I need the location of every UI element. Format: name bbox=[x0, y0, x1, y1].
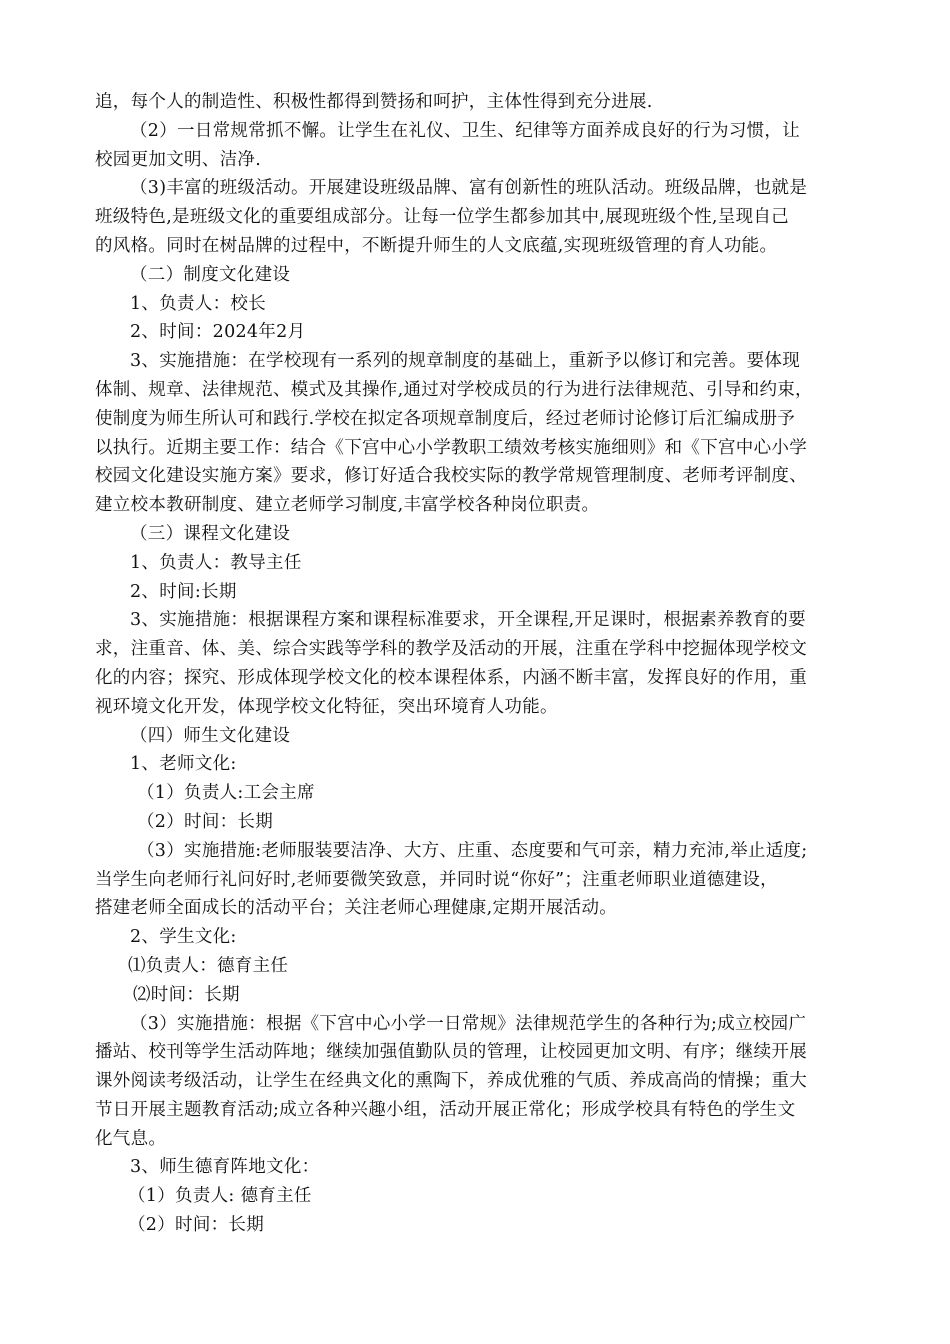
paragraph-line: 化气息。 bbox=[95, 1128, 167, 1149]
paragraph-line: 2、学生文化: bbox=[130, 927, 237, 948]
paragraph-line: 建立校本教研制度、建立老师学习制度,丰富学校各种岗位职责。 bbox=[95, 495, 600, 516]
section-heading: （二）制度文化建设 bbox=[130, 264, 291, 285]
paragraph-line: 2、时间：2024年2月 bbox=[130, 322, 306, 343]
paragraph-line: （3）实施措施:老师服装要洁净、大方、庄重、态度要和气可亲，精力充沛,举止适度; bbox=[137, 840, 808, 861]
paragraph-line: 求，注重音、体、美、综合实践等学科的教学及活动的开展，注重在学科中挖掘体现学校文 bbox=[95, 639, 807, 660]
paragraph-line: （3）实施措施：根据《下宫中心小学一日常规》法律规范学生的各种行为;成立校园广 bbox=[130, 1013, 807, 1034]
paragraph-line: 以执行。近期主要工作：结合《下宫中心小学教职工绩效考核实施细则》和《下宫中心小学 bbox=[95, 437, 807, 458]
paragraph-line: 3、实施措施：在学校现有一系列的规章制度的基础上，重新予以修订和完善。要体现 bbox=[130, 351, 801, 372]
paragraph-line: 搭建老师全面成长的活动平台；关注老师心理健康,定期开展活动。 bbox=[95, 898, 618, 919]
paragraph-line: （3)丰富的班级活动。开展建设班级品牌、富有创新性的班队活动。班级品牌，也就是 bbox=[130, 178, 808, 199]
paragraph-line: 2、时间:长期 bbox=[130, 581, 237, 602]
paragraph-line: ⑴负责人：德育主任 bbox=[128, 955, 289, 976]
paragraph-line: 校园文化建设实施方案》要求，修订好适合我校实际的教学常规管理制度、老师考评制度、 bbox=[95, 466, 807, 487]
paragraph-line: 1、老师文化: bbox=[130, 754, 237, 775]
paragraph-line: 播站、校刊等学生活动阵地；继续加强值勤队员的管理，让校园更加文明、有序；继续开展 bbox=[95, 1042, 807, 1063]
paragraph-line: 3、师生德育阵地文化： bbox=[130, 1157, 320, 1178]
paragraph-line: 3、实施措施：根据课程方案和课程标准要求，开全课程,开足课时，根据素养教育的要 bbox=[130, 610, 806, 631]
paragraph-line: 使制度为师生所认可和践行.学校在拟定各项规章制度后，经过老师讨论修订后汇编成册予 bbox=[95, 408, 796, 429]
paragraph-line: 体制、规章、法律规范、模式及其操作,通过对学校成员的行为进行法律规范、引导和约束， bbox=[95, 379, 813, 400]
paragraph-line: 1、负责人：教导主任 bbox=[130, 552, 302, 573]
paragraph-line: （2）时间：长期 bbox=[137, 811, 274, 832]
section-heading: （四）师生文化建设 bbox=[130, 725, 291, 746]
paragraph-line: （1）负责人:工会主席 bbox=[137, 783, 315, 804]
paragraph-line: 1、负责人：校长 bbox=[130, 293, 267, 314]
paragraph-line: 的风格。同时在树品牌的过程中，不断提升师生的人文底蕴,实现班级管理的育人功能。 bbox=[95, 235, 778, 256]
paragraph-line: （2）时间：长期 bbox=[128, 1215, 265, 1236]
paragraph-line: （2）一日常规常抓不懈。让学生在礼仪、卫生、纪律等方面养成良好的行为习惯，让 bbox=[130, 120, 801, 141]
paragraph-line: 班级特色,是班级文化的重要组成部分。让每一位学生都参加其中,展现班级个性,呈现自己 bbox=[95, 207, 789, 228]
paragraph-line: 追，每个人的制造性、积极性都得到赞扬和呵护，主体性得到充分进展. bbox=[95, 92, 653, 112]
paragraph-line: 校园更加文明、洁净. bbox=[95, 149, 262, 170]
paragraph-line: 节日开展主题教育活动;成立各种兴趣小组，活动开展正常化；形成学校具有特色的学生文 bbox=[95, 1099, 796, 1120]
paragraph-line: 当学生向老师行礼问好时,老师要微笑致意，并同时说“你好”；注重老师职业道德建设， bbox=[95, 869, 778, 890]
paragraph-line: 视环境文化开发，体现学校文化特征，突出环境育人功能。 bbox=[95, 696, 558, 717]
paragraph-line: 课外阅读考级活动，让学生在经典文化的熏陶下，养成优雅的气质、养成高尚的情操；重大 bbox=[95, 1071, 807, 1092]
paragraph-line: （1）负责人: 德育主任 bbox=[128, 1186, 312, 1207]
section-heading: （三）课程文化建设 bbox=[130, 523, 291, 544]
document-page bbox=[95, 88, 865, 1240]
paragraph-line: ⑵时间：长期 bbox=[133, 984, 240, 1005]
paragraph-line: 化的内容；探究、形成体现学校文化的校本课程体系，内涵不断丰富，发挥良好的作用，重 bbox=[95, 667, 807, 688]
